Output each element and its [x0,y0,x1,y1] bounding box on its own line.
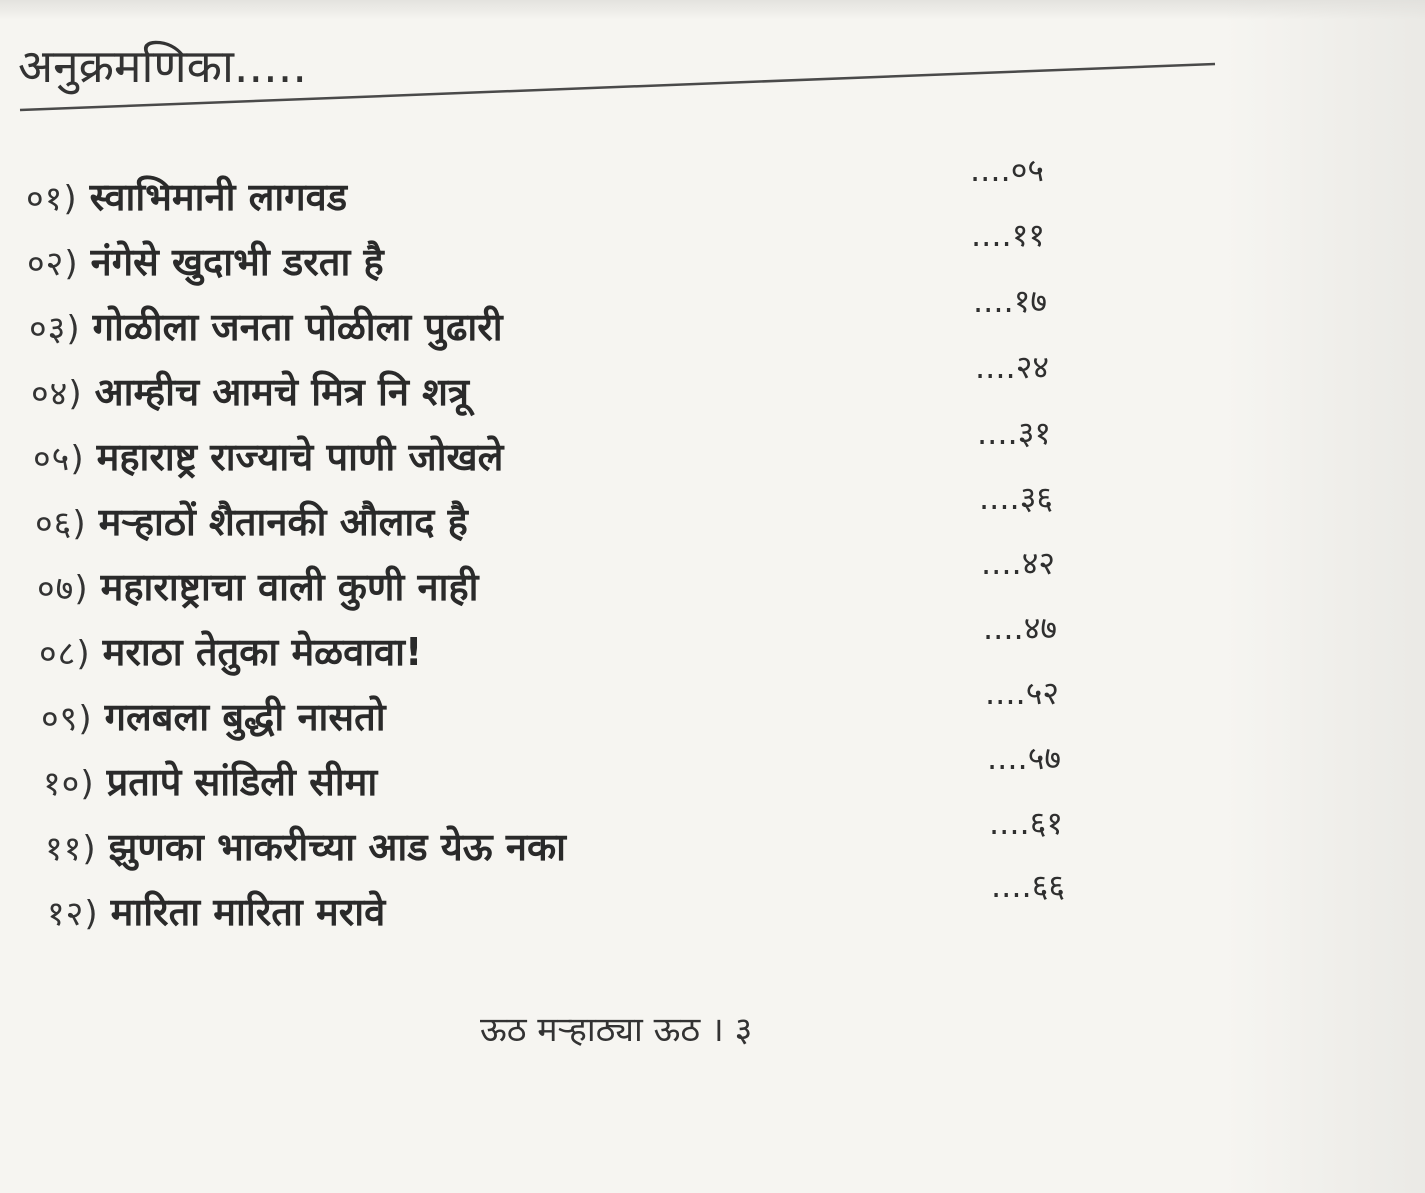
toc-entry-05 [33,428,503,486]
toc-number: ०१) [26,179,78,219]
toc-title: गलबला बुद्धी नासतो [104,695,386,739]
toc-entry-11 [45,818,566,876]
toc-number: ०६) [35,504,87,544]
toc-title: मराठा तेतुका मेळवावा! [102,630,423,674]
toc-number: ०८) [39,634,91,674]
toc-title: झुणका भाकरीच्या आड येऊ नका [108,825,566,869]
scan-top-shadow [0,0,1425,20]
toc-number: ०९) [41,699,93,739]
toc-number: ०४) [31,374,83,414]
page-footer: ऊठ मऱ्हाठ्या ऊठ । ३ [480,1010,753,1050]
toc-number: ०५) [33,439,85,479]
toc-page-01: ....०५ [970,151,1044,189]
toc-page-04: ....२४ [975,348,1049,386]
toc-entry-03 [29,298,503,356]
toc-page-08: ....४७ [983,609,1057,647]
toc-page-09: ....५२ [985,674,1059,712]
toc-title: मऱ्हाठों शैतानकी औलाद है [98,500,468,544]
toc-page-02: ....११ [971,216,1045,254]
toc-page-05: ....३१ [977,414,1051,452]
toc-entry-08 [39,623,422,681]
toc-title: महाराष्ट्राचा वाली कुणी नाही [100,565,479,609]
toc-page-07: ....४२ [981,544,1055,582]
toc-title: आम्हीच आमचे मित्र नि शत्रू [94,370,469,414]
toc-entry-12 [47,883,385,941]
toc-entry-02 [27,233,384,291]
toc-title: गोळीला जनता पोळीला पुढारी [92,305,503,349]
toc-page-12: ....६६ [991,867,1065,905]
title-underline [20,62,1215,112]
toc-page-03: ....१७ [973,282,1047,320]
toc-title: प्रतापे सांडिली सीमा [106,760,378,804]
toc-title: महाराष्ट्र राज्याचे पाणी जोखले [96,435,504,479]
toc-title: मारिता मारिता मरावे [110,890,386,934]
toc-number: ०३) [29,309,81,349]
toc-entry-10 [43,753,377,811]
toc-page-11: ....६१ [989,804,1063,842]
scan-edge-shadow [1225,0,1425,1193]
toc-number: ०२) [27,244,79,284]
toc-entry-01 [26,168,347,226]
toc-entry-06 [35,493,468,551]
toc-number: ०७) [37,569,89,609]
toc-entry-09 [41,688,386,746]
toc-number: ११) [45,829,97,869]
page-title: अनुक्रमणिका..... [18,39,308,93]
toc-number: १२) [47,894,99,934]
toc-title: स्वाभिमानी लागवड [89,175,348,219]
toc-title: नंगेसे खुदाभी डरता है [90,240,384,284]
toc-number: १०) [43,764,95,804]
toc-page-10: ....५७ [987,739,1061,777]
toc-entry-07 [37,558,478,616]
toc-page-06: ....३६ [979,479,1053,517]
toc-entry-04 [31,363,469,421]
